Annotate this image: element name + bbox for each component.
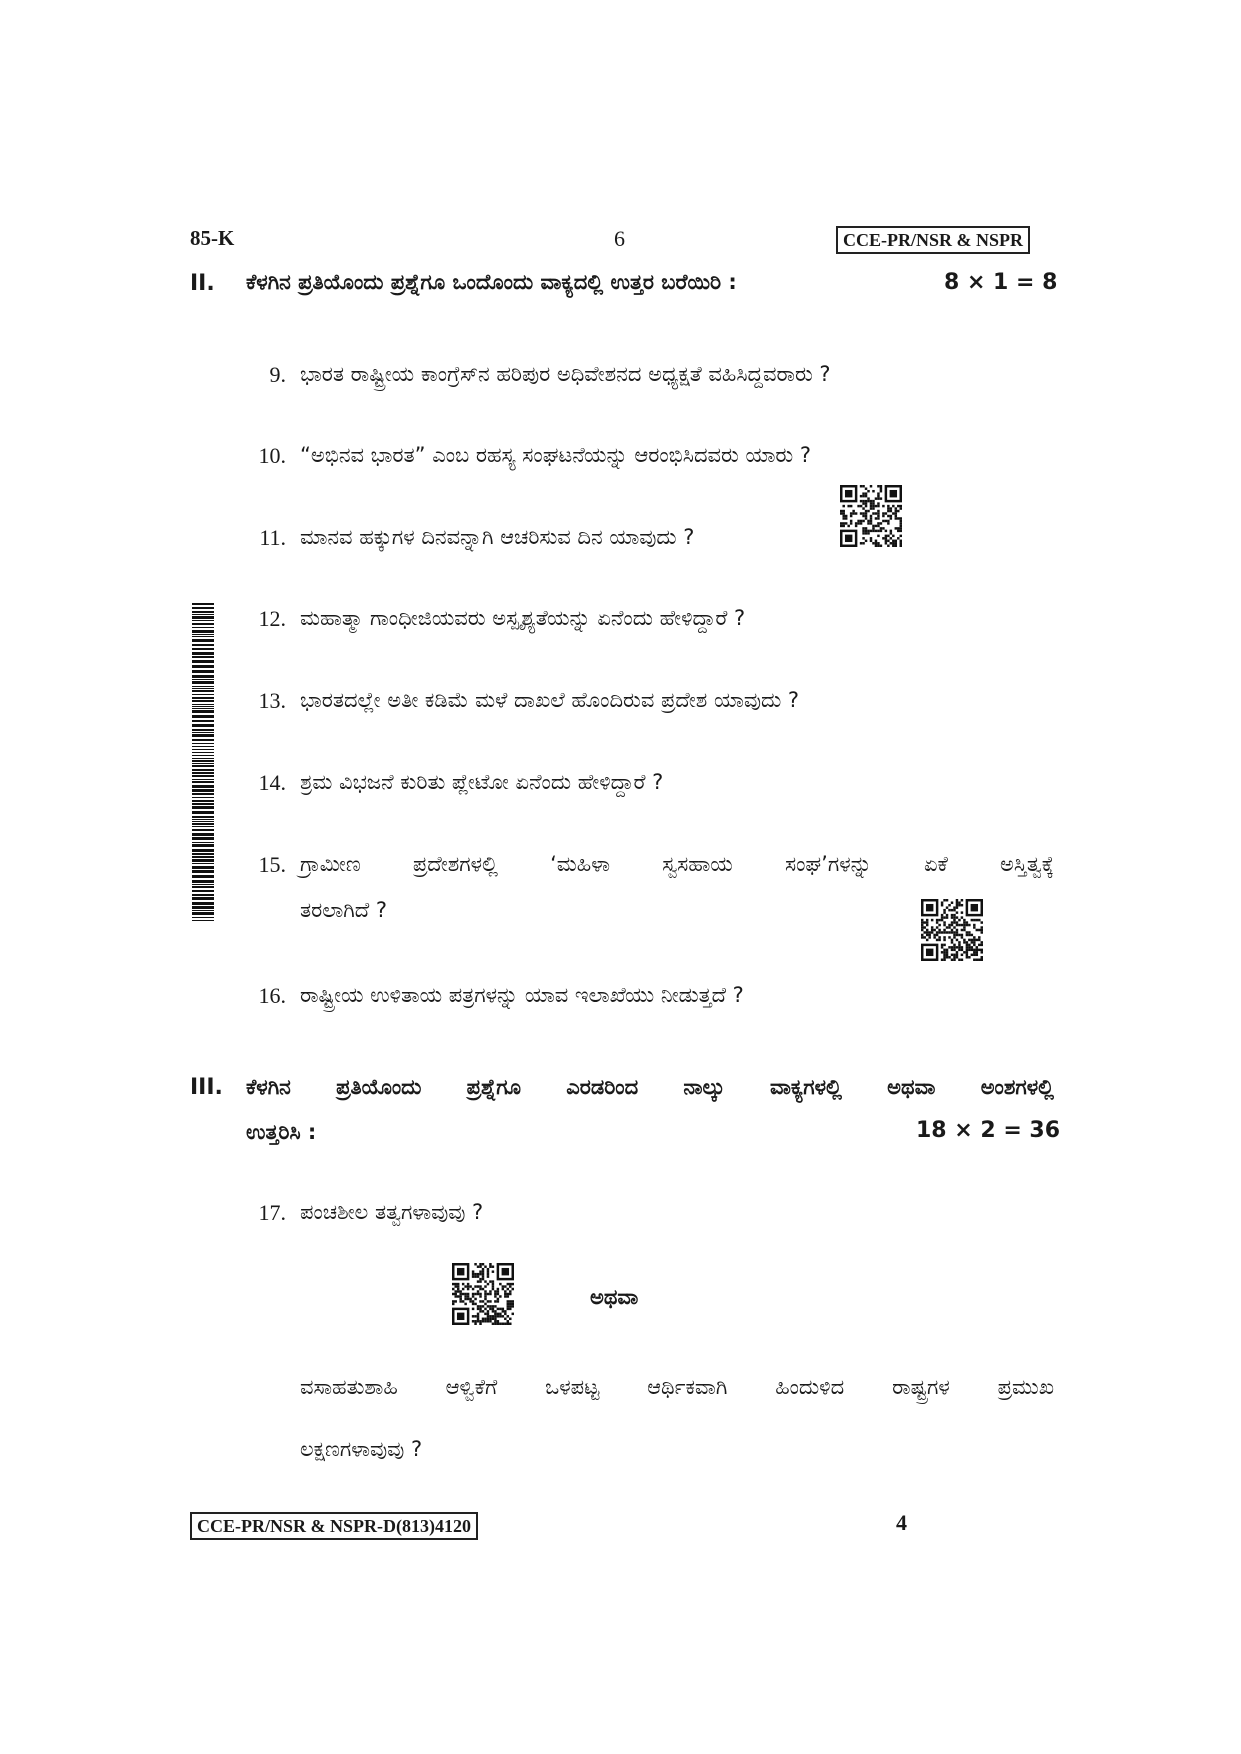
paper-code-box: CCE-PR/NSR & NSPR xyxy=(836,226,1030,254)
question-number: 14. xyxy=(258,770,286,795)
section-2-marks: 8 × 1 = 8 xyxy=(944,270,1058,295)
section-3-instruction-line2: ಉತ್ತರಿಸಿ : xyxy=(246,1120,317,1144)
question-number: 17. xyxy=(258,1200,286,1225)
paper-code-short: 85-K xyxy=(190,226,235,250)
question-number: 10. xyxy=(258,443,286,468)
question-text: “ಅಭಿನವ ಭಾರತ” ಎಂಬ ರಹಸ್ಯ ಸಂಘಟನೆಯನ್ನು ಆರಂಭಿಸಿದವರು ಯಾರು ? xyxy=(300,443,811,467)
section-2-instruction: ಕೆಳಗಿನ ಪ್ರತಿಯೊಂದು ಪ್ರಶ್ನೆಗೂ ಒಂದೊಂದು ವಾಕ್ಯದಲ್ಲಿ ಉತ್ತರ ಬರೆಯಿರಿ : xyxy=(246,270,737,294)
question-number: 9. xyxy=(269,362,286,387)
question-text-line2: ತರಲಾಗಿದೆ ? xyxy=(300,898,387,922)
question-number: 15. xyxy=(258,852,286,877)
qr-code-icon xyxy=(840,485,902,547)
page-number: 6 xyxy=(614,226,625,251)
qr-code-icon xyxy=(452,1263,514,1325)
question-text: ಮಾನವ ಹಕ್ಕುಗಳ ದಿನವನ್ನಾಗಿ ಆಚರಿಸುವ ದಿನ ಯಾವುದು ? xyxy=(300,525,695,549)
question-number: 16. xyxy=(258,983,286,1008)
qr-code-icon xyxy=(921,899,983,961)
sheet-number: 4 xyxy=(896,1510,907,1535)
question-text: ಪಂಚಶೀಲ ತತ್ವಗಳಾವುವು ? xyxy=(300,1200,484,1224)
question-text: ರಾಷ್ಟ್ರೀಯ ಉಳಿತಾಯ ಪತ್ರಗಳನ್ನು ಯಾವ ಇಲಾಖೆಯು ನೀಡುತ್ತದೆ ? xyxy=(300,983,744,1007)
question-number: 12. xyxy=(258,606,286,631)
section-3-number: III. xyxy=(190,1075,223,1100)
section-3-marks: 18 × 2 = 36 xyxy=(916,1118,1061,1143)
question-number: 11. xyxy=(259,525,286,550)
footer-code-box: CCE-PR/NSR & NSPR-D(813)4120 xyxy=(190,1512,478,1540)
alternative-text-line2: ಲಕ್ಷಣಗಳಾವುವು ? xyxy=(300,1437,423,1461)
question-text: ಮಹಾತ್ಮಾ ಗಾಂಧೀಜಿಯವರು ಅಸ್ಪೃಶ್ಯತೆಯನ್ನು ಏನೆಂದು ಹೇಳಿದ್ದಾರೆ ? xyxy=(300,606,746,630)
question-text: ಭಾರತ ರಾಷ್ಟ್ರೀಯ ಕಾಂಗ್ರೆಸ್‌ನ ಹರಿಪುರ ಅಧಿವೇಶನದ ಅಧ್ಯಕ್ಷತೆ ವಹಿಸಿದ್ದವರಾರು ? xyxy=(300,362,831,386)
question-text-line1: ಗ್ರಾಮೀಣ ಪ್ರದೇಶಗಳಲ್ಲಿ ‘ಮಹಿಳಾ ಸ್ವಸಹಾಯ ಸಂಘ’ಗಳನ್ನು ಏಕೆ ಅಸ್ತಿತ್ವಕ್ಕೆ xyxy=(300,852,1054,876)
alternative-text-line1: ವಸಾಹತುಶಾಹಿ ಆಳ್ವಿಕೆಗೆ ಒಳಪಟ್ಟ ಆರ್ಥಿಕವಾಗಿ ಹಿಂದುಳಿದ ರಾಷ್ಟ್ರಗಳ ಪ್ರಮುಖ xyxy=(300,1375,1054,1399)
barcode-icon xyxy=(192,603,214,921)
section-3-instruction-line1: ಕೆಳಗಿನ ಪ್ರತಿಯೊಂದು ಪ್ರಶ್ನೆಗೂ ಎರಡರಿಂದ ನಾಲ್ಕು ವಾಕ್ಯಗಳಲ್ಲಿ ಅಥವಾ ಅಂಶಗಳಲ್ಲಿ xyxy=(246,1075,1054,1099)
question-text: ಶ್ರಮ ವಿಭಜನೆ ಕುರಿತು ಪ್ಲೇಟೋ ಏನೆಂದು ಹೇಳಿದ್ದಾರೆ ? xyxy=(300,770,664,794)
question-number: 13. xyxy=(258,688,286,713)
or-label: ಅಥವಾ xyxy=(590,1285,639,1309)
question-text: ಭಾರತದಲ್ಲೇ ಅತೀ ಕಡಿಮೆ ಮಳೆ ದಾಖಲೆ ಹೊಂದಿರುವ ಪ್ರದೇಶ ಯಾವುದು ? xyxy=(300,688,800,712)
section-2-number: II. xyxy=(190,271,215,296)
